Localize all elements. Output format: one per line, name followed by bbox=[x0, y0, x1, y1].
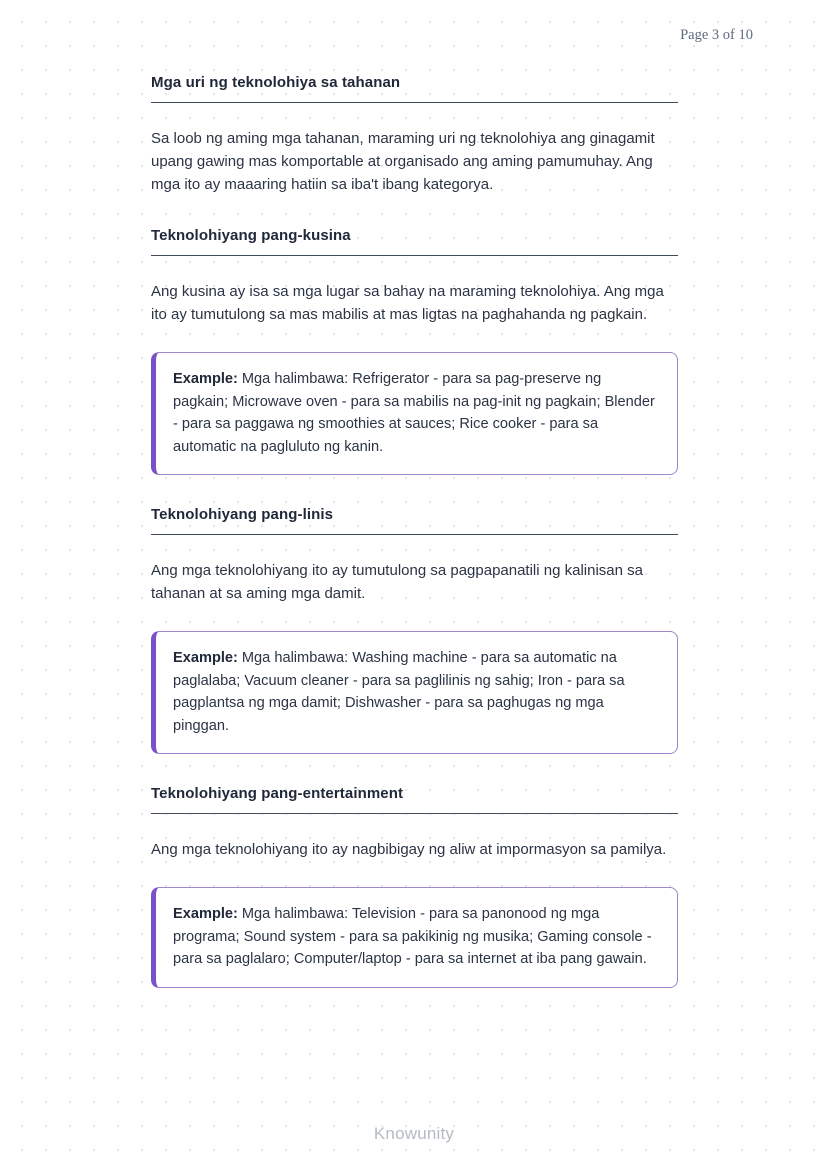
example-text: Mga halimbawa: Television - para sa panonood ng mga programa; Sound system - para sa pakikinig ng musika; Gaming console - para sa paglalaro; Computer/laptop - para sa internet at iba pang gawain. bbox=[173, 906, 652, 967]
example-text: Mga halimbawa: Refrigerator - para sa pag-preserve ng pagkain; Microwave oven - para sa mabilis na pag-init ng pagkain; Blender - para sa paggawa ng smoothies at sauces; Rice cooker - para sa automatic na pagluluto ng kanin. bbox=[173, 371, 655, 455]
document-content bbox=[151, 74, 678, 988]
example-text: Mga halimbawa: Washing machine - para sa automatic na paglalaba; Vacuum cleaner - para sa paglilinis ng sahig; Iron - para sa pagplantsa ng mga damit; Dishwasher - para sa paghugas ng mga pinggan. bbox=[173, 650, 625, 734]
example-box bbox=[151, 887, 678, 988]
example-box bbox=[151, 631, 678, 754]
section-paragraph: Ang mga teknolohiyang ito ay tumutulong sa pagpapanatili ng kalinisan sa tahanan at sa aming mga damit. bbox=[151, 562, 643, 602]
intro-paragraph: Sa loob ng aming mga tahanan, maraming uri ng teknolohiya ang ginagamit upang gawing mas komportable at organisado ang aming pamumuhay. Ang mga ito ay maaaring hatiin sa iba't ibang kategorya. bbox=[151, 130, 655, 193]
section-heading-linis: Teknolohiyang pang-linis bbox=[151, 506, 678, 535]
example-label: Example: bbox=[173, 650, 238, 666]
section-heading-entertainment: Teknolohiyang pang-entertainment bbox=[151, 785, 678, 814]
example-box bbox=[151, 352, 678, 475]
example-label: Example: bbox=[173, 906, 238, 922]
section-paragraph: Ang mga teknolohiyang ito ay nagbibigay ng aliw at impormasyon sa pamilya. bbox=[151, 841, 667, 858]
example-label: Example: bbox=[173, 371, 238, 387]
document-title: Mga uri ng teknolohiya sa tahanan bbox=[151, 74, 678, 103]
footer-brand: Knowunity bbox=[373, 1124, 455, 1143]
section-paragraph: Ang kusina ay isa sa mga lugar sa bahay na maraming teknolohiya. Ang mga ito ay tumutulong sa mas mabilis at mas ligtas na paghahanda ng pagkain. bbox=[151, 283, 664, 323]
page-number: Page 3 of 10 bbox=[680, 27, 753, 43]
section-heading-kusina: Teknolohiyang pang-kusina bbox=[151, 227, 678, 256]
